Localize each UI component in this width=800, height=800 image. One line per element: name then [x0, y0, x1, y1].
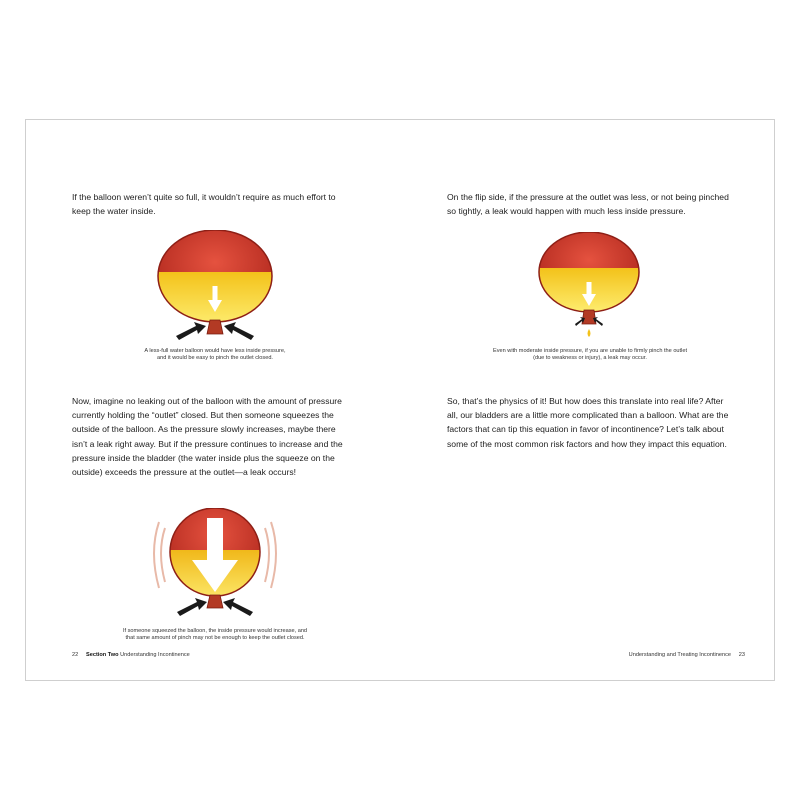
text-line: So, that’s the physics of it! But how does this translate into real life? After: [447, 396, 724, 406]
pinch-arrow-left-icon: [176, 322, 206, 340]
caption-squeezed-balloon: [90, 628, 340, 642]
balloon-outlet: [207, 595, 223, 608]
squeeze-lines-right: [271, 522, 276, 588]
section-label: Section Two: [86, 652, 119, 658]
balloon-outlet: [207, 320, 223, 334]
text-line: factors that can tip this equation in favor of incontinence? Let’s talk about: [447, 424, 724, 435]
weak-outlet-balloon-figure: [530, 232, 650, 344]
text-line: all, our bladders are a little more complicated than a balloon. What are the: [447, 410, 729, 421]
text-line: outside) exceeds the pressure at the outlet—a leak occurs!: [72, 467, 297, 478]
caption-less-full-balloon: [95, 348, 335, 362]
right-page-footer: [629, 652, 745, 658]
squeezed-balloon-figure: [145, 508, 285, 626]
text-line: outside of the balloon. As the pressure slowly increases, maybe there: [72, 424, 336, 435]
book-title: Understanding and Treating Incontinence: [628, 652, 731, 658]
left-page-footer: [72, 652, 190, 658]
text-line: currently holding the “outlet” closed. But then someone squeezes the: [72, 410, 334, 421]
text-line: some of the most common risk factors and how they impact this equation.: [447, 438, 727, 449]
caption-line: Even with moderate inside pressure, if you are unable to firmly pinch the outlet: [492, 348, 688, 354]
page-number: 22: [72, 652, 79, 658]
text-line: keep the water inside.: [72, 206, 156, 217]
balloon-outlet: [582, 310, 596, 324]
caption-line: that same amount of pinch may not be enough to keep the outlet closed.: [125, 635, 305, 641]
section-title: Understanding Incontinence: [120, 652, 190, 658]
leak-drop-icon: [588, 329, 591, 337]
squeeze-lines-left: [154, 522, 159, 588]
text-line: so tightly, a leak would happen with much less inside pressure.: [447, 206, 686, 217]
small-arrow-right-icon: [593, 317, 603, 326]
text-line: If the balloon weren’t quite so full, it wouldn’t require as much effort to: [72, 192, 336, 202]
pinch-arrow-left-icon: [177, 598, 207, 616]
text-line: Now, imagine no leaking out of the balloon with the amount of pressure: [72, 396, 342, 406]
page-number: 23: [738, 652, 745, 658]
caption-line: and it would be easy to pinch the outlet closed.: [157, 355, 273, 361]
small-arrow-left-icon: [575, 317, 585, 326]
caption-line: If someone squeezed the balloon, the inside pressure would increase, and: [122, 628, 308, 634]
caption-line: (due to weakness or injury), a leak may occur.: [533, 355, 647, 361]
caption-weak-outlet-balloon: [470, 348, 710, 362]
text-line: pressure inside the bladder (the water inside plus the squeeze on the: [72, 452, 335, 463]
left-paragraph-2: [72, 394, 343, 479]
text-line: isn’t a leak right away. But if the pressure continues to increase and the: [72, 438, 343, 449]
left-paragraph-1: [72, 190, 336, 218]
caption-line: A less-full water balloon would have less inside pressure,: [144, 348, 286, 354]
right-paragraph-2: [447, 394, 728, 451]
less-full-balloon-figure: [140, 230, 290, 348]
pinch-arrow-right-icon: [223, 598, 253, 616]
pinch-arrow-right-icon: [224, 322, 254, 340]
text-line: On the flip side, if the pressure at the outlet was less, or not being pinched: [447, 192, 729, 202]
right-paragraph-1: [447, 190, 729, 218]
